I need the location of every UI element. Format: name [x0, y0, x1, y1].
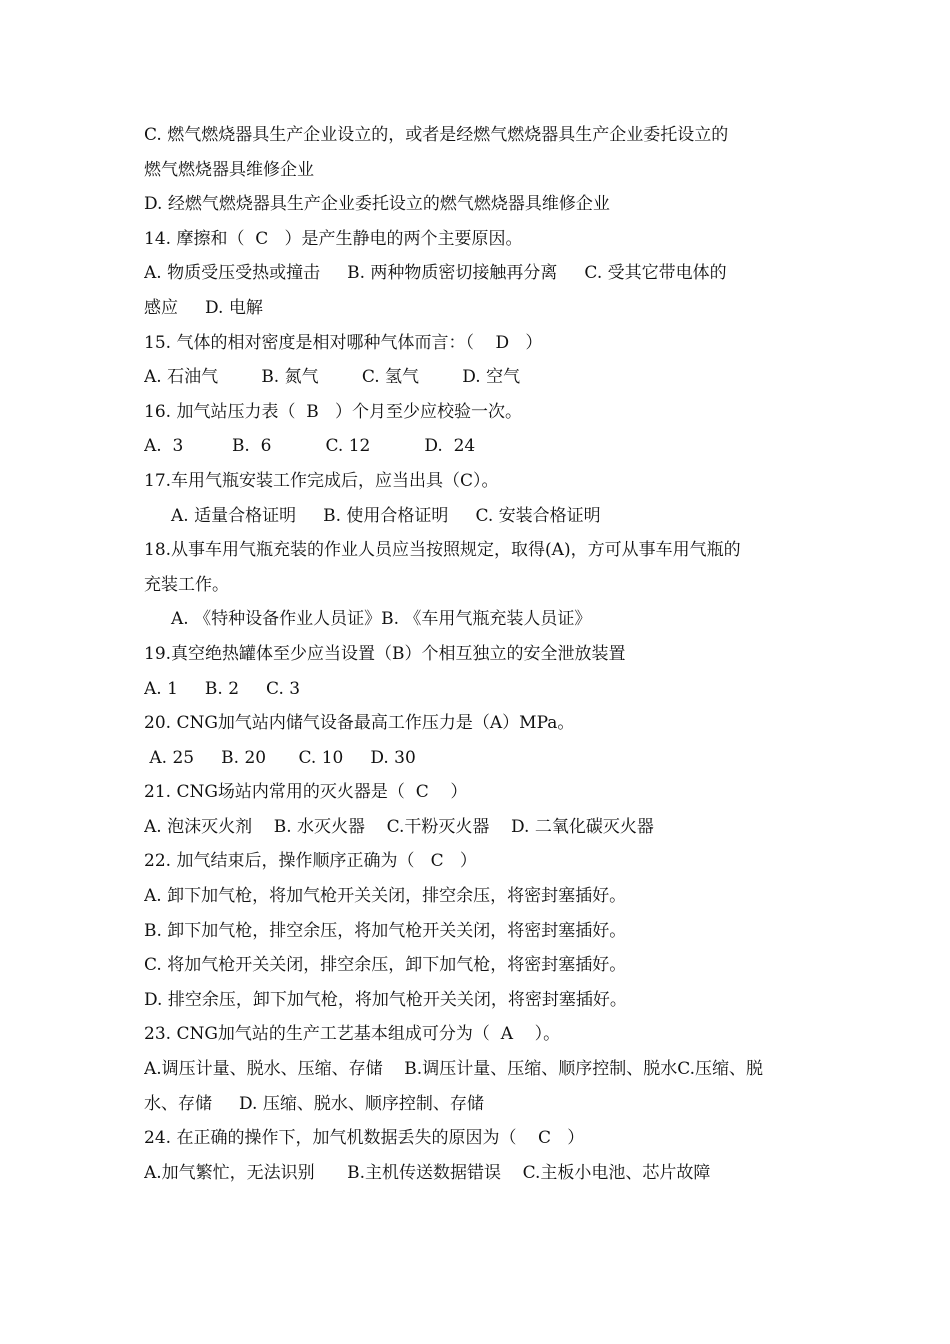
option-d-line: D. 经燃气燃烧器具生产企业委托设立的燃气燃烧器具维修企业 [144, 194, 610, 215]
question-20: 20. CNG加气站内储气设备最高工作压力是（A）MPa。 [144, 713, 575, 734]
question-22-option-a: A. 卸下加气枪，将加气枪开关关闭，排空余压，将密封塞插好。 [144, 886, 627, 907]
question-17-options: A. 适量合格证明 B. 使用合格证明 C. 安装合格证明 [144, 505, 601, 526]
question-22-option-d: D. 排空余压，卸下加气枪，将加气枪开关关闭，将密封塞插好。 [144, 989, 627, 1010]
question-22: 22. 加气结束后，操作顺序正确为（ C ） [144, 851, 477, 872]
question-20-options: A. 25 B. 20 C. 10 D. 30 [144, 747, 416, 768]
question-16: 16. 加气站压力表（ B ）个月至少应校验一次。 [144, 401, 522, 422]
question-22-option-b: B. 卸下加气枪，排空余压，将加气枪开关关闭，将密封塞插好。 [144, 920, 627, 941]
question-15: 15. 气体的相对密度是相对哪种气体而言：（ D ） [144, 332, 543, 353]
question-22-option-c: C. 将加气枪开关关闭，排空余压，卸下加气枪，将密封塞插好。 [144, 955, 627, 976]
question-18-options: A. 《特种设备作业人员证》B. 《车用气瓶充装人员证》 [144, 609, 592, 630]
question-14-options-line-1: A. 物质受压受热或撞击 B. 两种物质密切接触再分离 C. 受其它带电体的 [144, 263, 727, 284]
question-16-options: A. 3 B. 6 C. 12 D. 24 [144, 436, 476, 457]
option-c-line-2: 燃气燃烧器具维修企业 [144, 159, 314, 180]
question-21-options: A. 泡沫灭火剂 B. 水灭火器 C.干粉灭火器 D. 二氧化碳灭火器 [144, 816, 654, 837]
question-24-options: A.加气繁忙，无法识别 B.主机传送数据错误 C.主板小电池、芯片故障 [144, 1162, 711, 1183]
question-17: 17.车用气瓶安装工作完成后，应当出具（C）。 [144, 470, 499, 491]
question-14: 14. 摩擦和（ C ）是产生静电的两个主要原因。 [144, 228, 523, 249]
question-23: 23. CNG加气站的生产工艺基本组成可分为（ A ）。 [144, 1024, 561, 1045]
question-19-options: A. 1 B. 2 C. 3 [144, 678, 301, 699]
question-23-options-line-1: A.调压计量、脱水、压缩、存储 B.调压计量、压缩、顺序控制、脱水C.压缩、脱 [144, 1059, 763, 1080]
question-21: 21. CNG场站内常用的灭火器是（ C ） [144, 782, 468, 803]
question-15-options: A. 石油气 B. 氮气 C. 氢气 D. 空气 [144, 367, 521, 388]
question-18-line-2: 充装工作。 [144, 574, 229, 595]
option-c-line-1: C. 燃气燃烧器具生产企业设立的，或者是经燃气燃烧器具生产企业委托设立的 [144, 125, 729, 145]
question-23-options-line-2: 水、存储 D. 压缩、脱水、顺序控制、存储 [144, 1093, 484, 1114]
question-24: 24. 在正确的操作下，加气机数据丢失的原因为（ C ） [144, 1128, 585, 1149]
question-19: 19.真空绝热罐体至少应当设置（B）个相互独立的安全泄放装置 [144, 643, 626, 664]
question-14-options-line-2: 感应 D. 电解 [144, 297, 263, 318]
question-18-line-1: 18.从事车用气瓶充装的作业人员应当按照规定，取得(A)，方可从事车用气瓶的 [144, 540, 741, 561]
document-body [144, 118, 824, 1190]
